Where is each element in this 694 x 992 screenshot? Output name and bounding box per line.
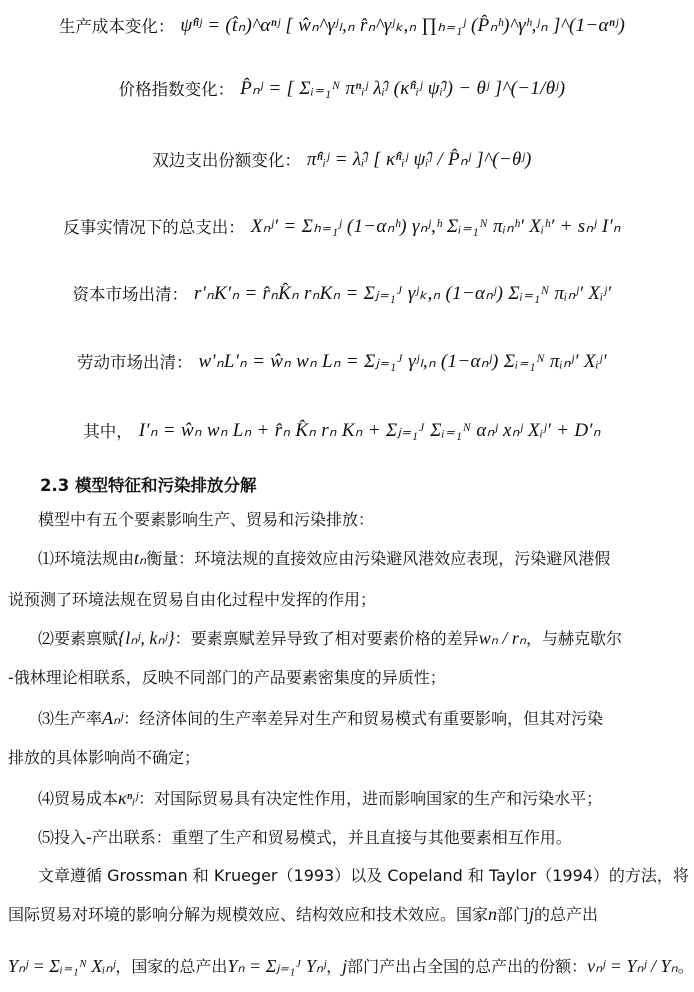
text: 说预测了环境法规在贸易自由化过程中发挥的作用； (8, 590, 377, 609)
paragraph-method-line1 (38, 866, 689, 886)
text: ，与赫克歇尔 (526, 629, 623, 648)
equation-formula: I′ₙ = ŵₙ wₙ Lₙ + r̂ₙ K̂ₙ rₙ Kₙ + Σⱼ₌₁ᴶ Σᵢ₌₁ᴺ αₙʲ xₙʲ Xᵢʲ′ + D′ₙ (138, 419, 601, 441)
text: ⑷贸易成本 (38, 789, 119, 808)
equation-formula: w′ₙL′ₙ = ŵₙ wₙ Lₙ = Σⱼ₌₁ᴶ γʲₗ,ₙ (1−αₙʲ) Σᵢ₌₁ᴺ πᵢₙʲ′ Xᵢʲ′ (198, 350, 607, 372)
equation-formula: ψ̂ⁿʲ = (t̂ₙ)^αⁿʲ [ ŵₙ^γʲₗ,ₙ r̂ₙ^γʲₖ,ₙ ∏ₕ₌₁ʲ (P̂ₙʰ)^γʰ,ʲₙ ]^(1−αⁿʲ) (180, 14, 626, 36)
text: ：要素禀赋差异导致了相对要素价格的差异 (174, 629, 479, 648)
math-inline: Yₙʲ = Σᵢ₌₁ᴺ Xᵢₙʲ (8, 956, 116, 976)
equation-label: 反事实情况下的总支出： (63, 218, 245, 237)
equation-bilateral-share (0, 132, 684, 186)
text: ：经济体间的生产率差异对生产和贸易模式有重要影响，但其对污染 (123, 709, 604, 728)
math-inline: j (342, 956, 348, 976)
equation-label: 其中， (83, 422, 133, 441)
math-inline: j (529, 904, 535, 924)
math-inline: Yₙ = Σⱼ₌₁ᴶ Yₙʲ (227, 956, 327, 976)
math-inline: vₙʲ = Yₙʲ / Yₙ (587, 956, 678, 976)
text: ⑴环境法规由 (38, 549, 135, 568)
paragraph-item3-line2 (8, 748, 676, 768)
math-inline: n (488, 904, 498, 924)
text: 部门产出占全国的总产出的份额： (347, 957, 588, 976)
equation-formula: r′ₙK′ₙ = r̂ₙK̂ₙ rₙKₙ = Σⱼ₌₁ᴶ γʲₖ,ₙ (1−αₙʲ) Σᵢ₌₁ᴺ πᵢₙʲ′ Xᵢʲ′ (194, 282, 612, 304)
paragraph-method-line2 (8, 904, 676, 925)
text: 排放的具体影响尚不确定； (8, 748, 201, 767)
paragraph-item1-line1 (38, 548, 676, 569)
text: ：对国际贸易具有决定性作用，进而影响国家的生产和污染水平； (138, 789, 603, 808)
math-inline: Aₙʲ (102, 708, 124, 728)
text: 。 (677, 957, 694, 976)
equation-labor-market (0, 336, 684, 386)
paragraph-item3-line1 (38, 708, 676, 729)
equation-formula: Xₙʲ′ = Σₕ₌₁ʲ (1−αₙʰ) γₙʲ,ʰ Σᵢ₌₁ᴺ πᵢₙʰ′ Xᵢʰ′ + sₙʲ I′ₙ (250, 215, 621, 237)
text: 模型中有五个要素影响生产、贸易和污染排放： (38, 510, 375, 529)
paragraph-item4 (38, 788, 676, 809)
paragraph-final (8, 956, 694, 977)
paragraph-intro (38, 510, 676, 530)
paragraph-item2-line2 (8, 668, 676, 688)
text: 国际贸易对环境的影响分解为规模效应、结构效应和技术效应。国家 (8, 905, 489, 924)
math-inline: {lₙʲ, kₙʲ} (118, 628, 175, 648)
equation-label: 资本市场出清： (72, 285, 188, 304)
text: 文章遵循 Grossman 和 Krueger（1993）以及 Copeland 和 Taylor（1994）的方法，将 (38, 866, 689, 885)
equation-label: 劳动市场出清： (77, 353, 193, 372)
math-inline: tₙ (134, 548, 147, 568)
equation-production-cost (0, 2, 684, 48)
paragraph-item5 (38, 828, 676, 848)
text: ⑶生产率 (38, 709, 103, 728)
text: ，国家的总产出 (115, 957, 228, 976)
text: 衡量：环境法规的直接效应由污染避风港效应表现，污染避风港假 (146, 549, 611, 568)
text: ， (326, 957, 343, 976)
equation-income (0, 404, 684, 456)
equation-label: 价格指数变化： (118, 80, 235, 99)
equation-formula: P̂ₙʲ = [ Σᵢ₌₁ᴺ πⁿᵢʲ λ̂ᵢʲ (κ̂ⁿᵢʲ ψ̂ᵢʲ) − θʲ ]^(−1/θʲ) (240, 77, 566, 99)
equation-price-index (0, 62, 684, 114)
text: 部门 (497, 905, 530, 924)
equation-total-expenditure (0, 202, 684, 250)
equation-capital-market (0, 268, 684, 318)
equation-label: 双边支出份额变化： (152, 151, 301, 170)
text: ⑵要素禀赋 (38, 629, 119, 648)
math-inline: wₙ / rₙ (478, 628, 527, 648)
math-inline: κⁿᵢʲ (118, 788, 139, 808)
paragraph-item1-line2 (8, 590, 676, 610)
paragraph-item2-line1 (38, 628, 676, 649)
equation-formula: π̂ⁿᵢʲ = λ̂ᵢʲ [ κ̂ⁿᵢʲ ψ̂ᵢʲ / P̂ₙʲ ]^(−θʲ) (306, 148, 532, 170)
text: -俄林理论相联系，反映不同部门的产品要素密集度的异质性； (8, 668, 446, 687)
text: ⑸投入-产出联系：重塑了生产和贸易模式，并且直接与其他要素相互作用。 (38, 828, 572, 847)
section-title: 2.3 模型特征和污染排放分解 (40, 476, 257, 495)
text: 的总产出 (534, 905, 599, 924)
equation-label: 生产成本变化： (58, 17, 175, 36)
